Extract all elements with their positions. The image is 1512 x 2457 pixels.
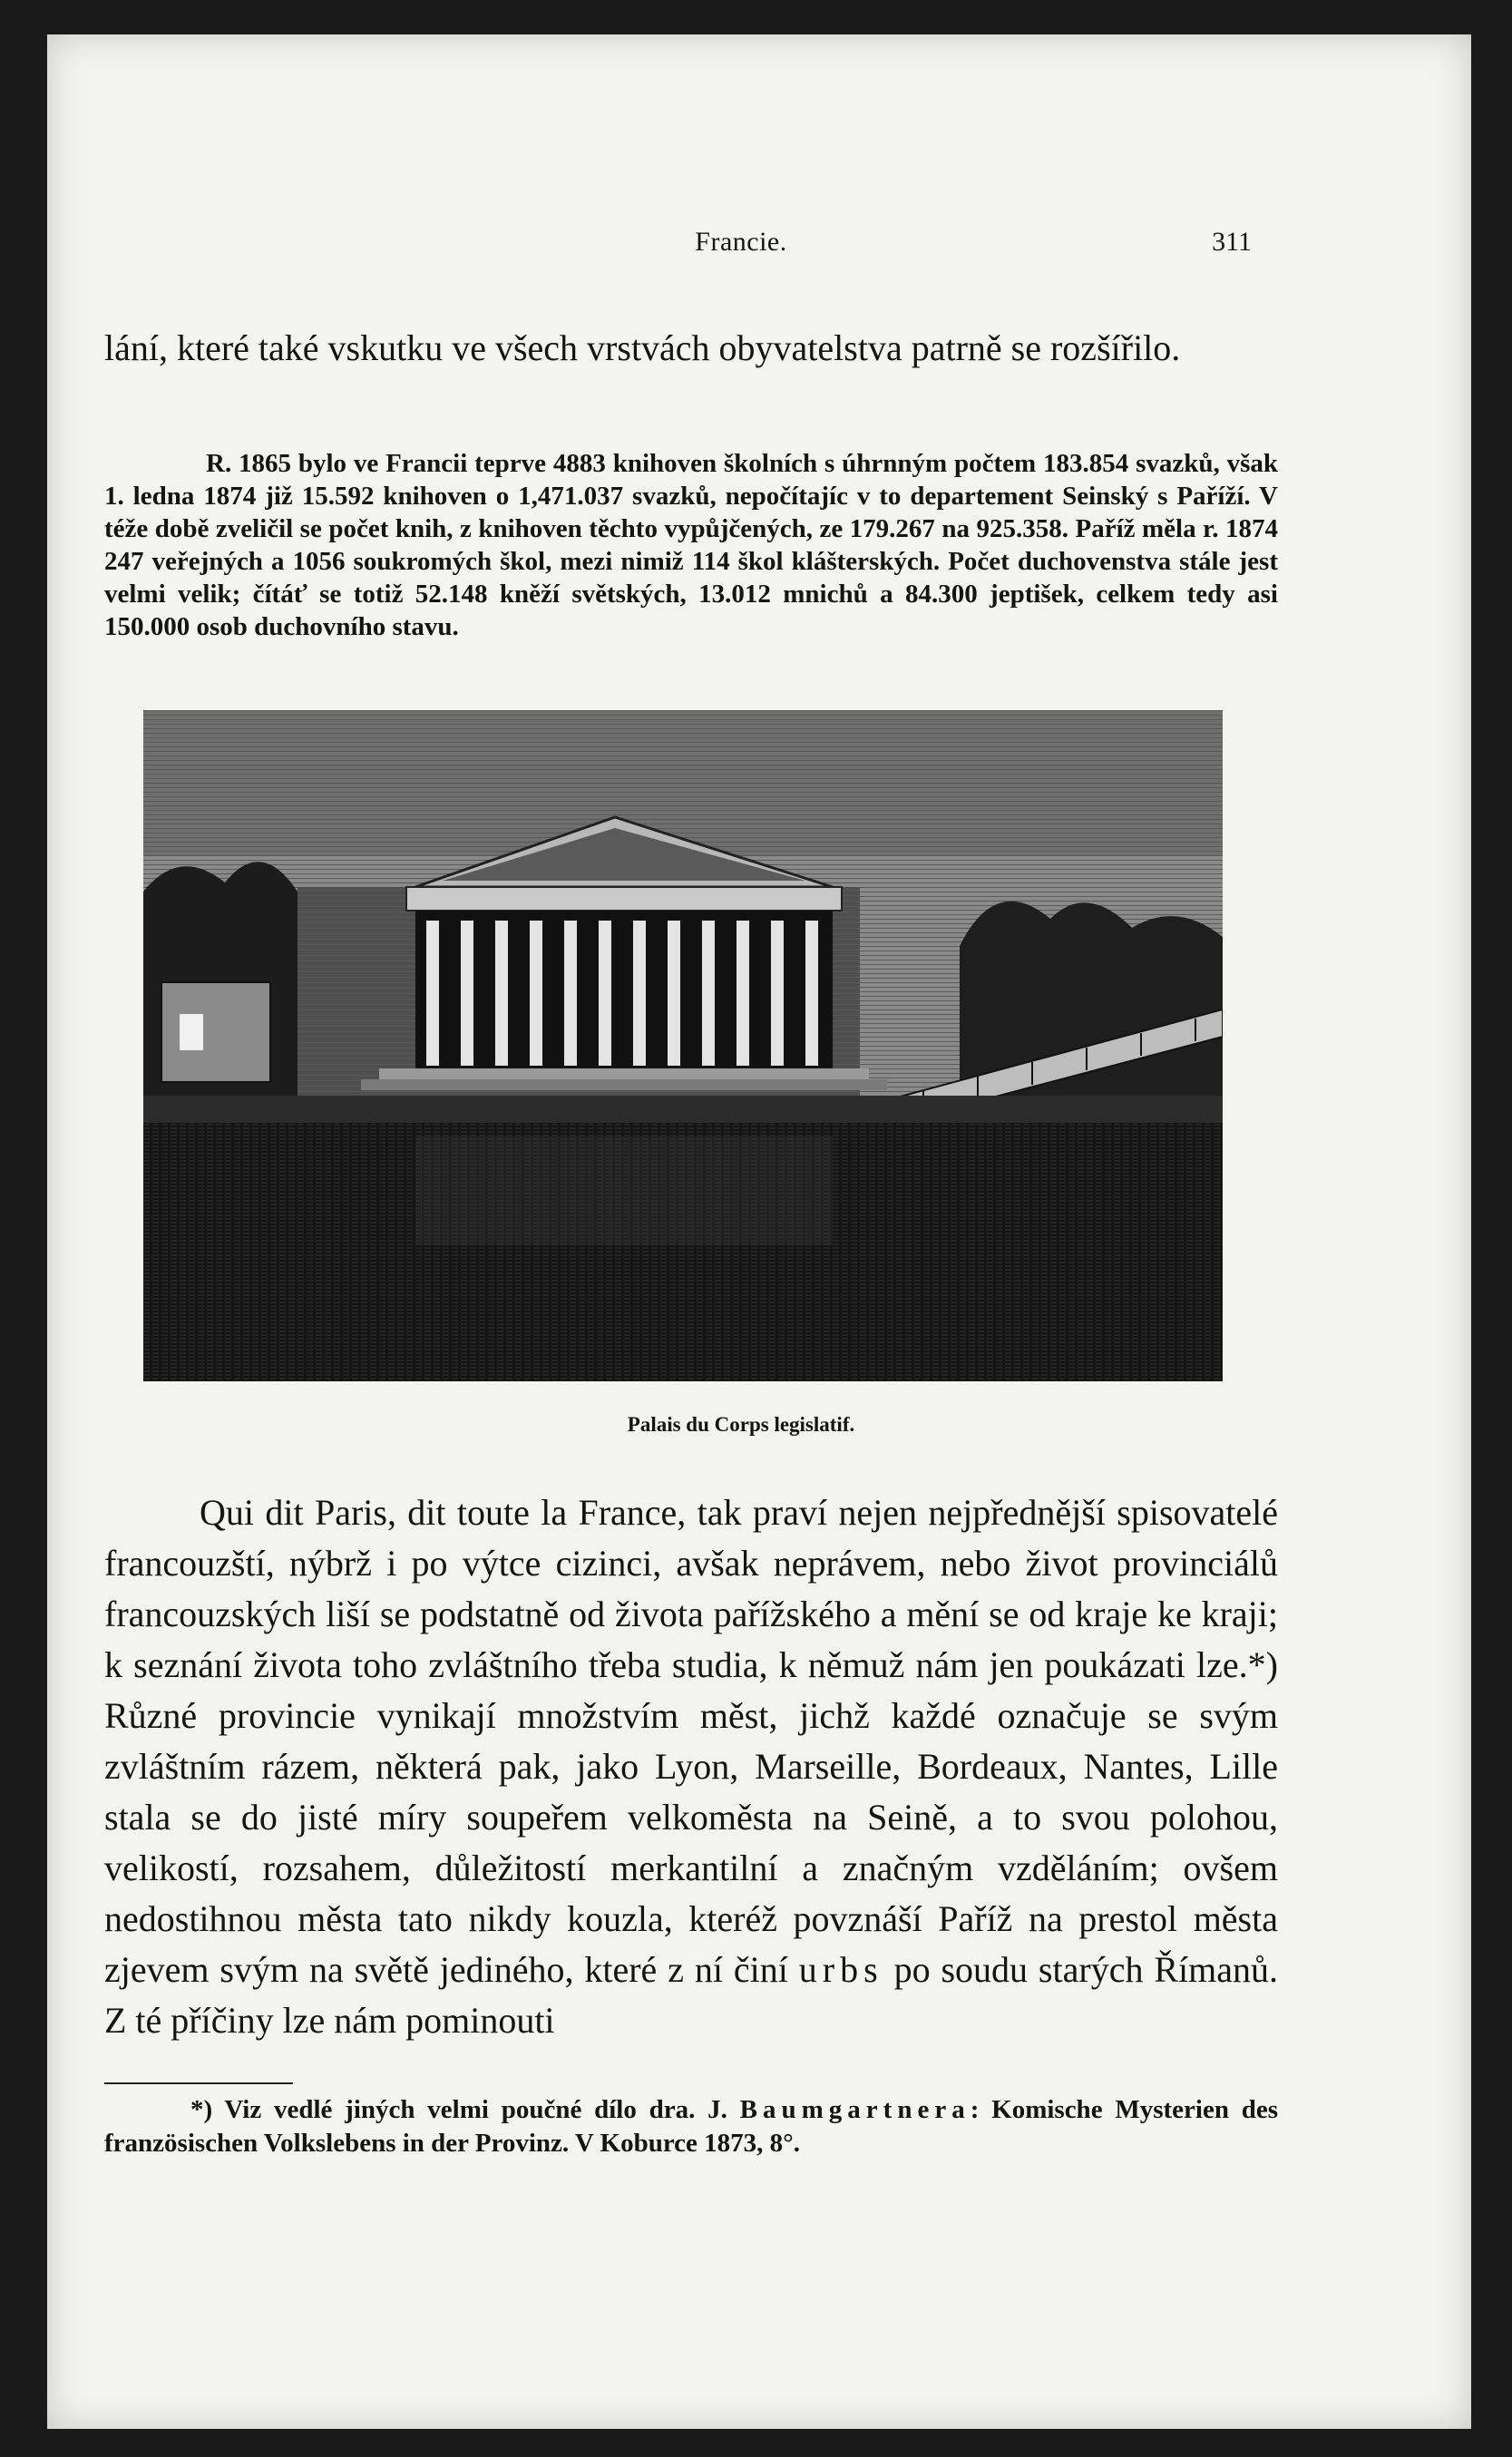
spaced-word-urbs: urbs <box>798 1949 883 1990</box>
intro-paragraph: lání, které také vskutku ve všech vrstvách obyvatelstva patrně se rozšířilo. <box>104 327 1181 368</box>
footnote-author: Baumgartnera <box>739 2095 971 2124</box>
footnote-rule <box>104 2082 293 2084</box>
main-paragraph-part2: po soudu starých Římanů. Z té příčiny lze nám pominouti <box>104 1949 1279 2041</box>
main-paragraph <box>104 1487 1278 2046</box>
figure-caption: Palais du Corps legislatif. <box>627 1413 855 1436</box>
statistics-paragraph: R. 1865 bylo ve Francii teprve 4883 knihoven školních s úhrnným počtem 183.854 svazků, však 1. ledna 1874 již 15.592 knihoven o 1,471.037 svazků, nepočítajíc v to departement Seinský s Paříží. V téže době zveličil se počet knih, z knihoven těchto vypůjčených, ze 179.267 na 925.358. Paříž měla r. 1874 247 veřejných a 1056 soukromých škol, mezi nimiž 114 škol klášterských. Počet duchovenstva stále jest velmi velik; čítáť se totiž 52.148 kněží světských, 13.012 mnichů a 84.300 jeptišek, celkem tedy asi 150.000 osob duchovního stavu. <box>104 449 1278 641</box>
engraving-illustration <box>143 710 1223 1381</box>
main-paragraph-part1: Qui dit Paris, dit toute la France, tak praví nejen nejpřednější spisovatelé francouzští, nýbrž i po výtce cizinci, avšak neprávem, nebo život provinciálů francouzských liší se podstatně od života pařížského a mění se od kraje ke kraji; k seznání života toho zvláštního třeba studia, k němuž nám jen poukázati lze.*) Různé provincie vynikají množstvím měst, jichž každé označuje se svým zvláštním rázem, některá pak, jako Lyon, Marseille, Bordeaux, Nantes, Lille stala se do jisté míry soupeřem velkoměsta na Seině, a to svou polohou, velikostí, rozsahem, důležitostí merkantilní a značným vzděláním; ovšem nedostihnou města tato nikdy kouzla, kteréž povznáší Paříž na prestol města zjevem svým na světě jediného, které z ní činí <box>104 1492 1278 1990</box>
page-number: 311 <box>1212 227 1252 257</box>
footnote-text: *) Viz vedlé jiných velmi poučné dílo dra. J. <box>190 2095 727 2124</box>
footnote <box>104 2093 1278 2160</box>
running-head-title: Francie. <box>695 227 787 257</box>
book-page <box>47 34 1471 2429</box>
palais-engraving <box>143 710 1223 1381</box>
footnote-rest: : Komische Mysterien des französischen Volkslebens in der Provinz. V Koburce 1873, 8°. <box>104 2095 1279 2158</box>
